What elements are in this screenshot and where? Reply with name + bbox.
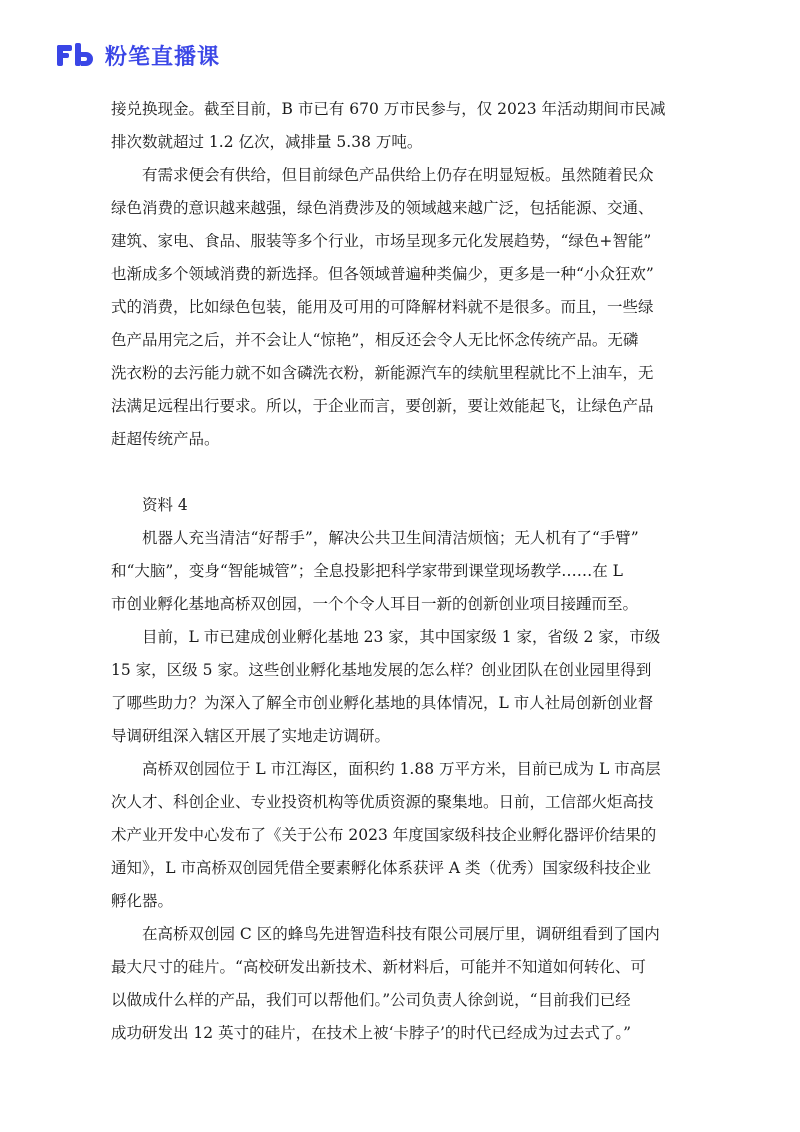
paragraph bbox=[111, 918, 691, 1050]
text-line: 在高桥双创园 C 区的蜂鸟先进智造科技有限公司展厅里，调研组看到了国内 bbox=[142, 925, 660, 943]
text-line: 15 家，区级 5 家。这些创业孵化基地发展的怎么样？创业团队在创业园里得到 bbox=[111, 661, 652, 679]
text-line: 建筑、家电、食品、服装等多个行业，市场呈现多元化发展趋势，“绿色+智能” bbox=[111, 232, 652, 250]
document-body bbox=[111, 93, 691, 1050]
text-line: 术产业开发中心发布了《关于公布 2023 年度国家级科技企业孵化器评价结果的 bbox=[111, 826, 657, 844]
text-line: 洗衣粉的去污能力就不如含磷洗衣粉，新能源汽车的续航里程就比不上油车，无 bbox=[111, 364, 654, 382]
paragraph bbox=[111, 522, 691, 621]
text-line: 色产品用完之后，并不会让人“惊艳”，相反还会令人无比怀念传统产品。无磷 bbox=[111, 331, 639, 349]
text-line: 最大尺寸的硅片。“高校研发出新技术、新材料后，可能并不知道如何转化、可 bbox=[111, 958, 646, 976]
text-line: 资料 4 bbox=[142, 496, 188, 514]
text-line: 法满足远程出行要求。所以，于企业而言，要创新，要让效能起飞，让绿色产品 bbox=[111, 397, 654, 415]
paragraph bbox=[111, 621, 691, 753]
fb-logo-icon bbox=[55, 42, 97, 68]
text-line: 成功研发出 12 英寸的硅片，在技术上被‘卡脖子’的时代已经成为过去式了。” bbox=[111, 1024, 632, 1042]
text-line: 目前，L 市已建成创业孵化基地 23 家，其中国家级 1 家，省级 2 家，市级 bbox=[142, 628, 661, 646]
paragraph bbox=[111, 159, 691, 456]
text-line: 绿色消费的意识越来越强，绿色消费涉及的领域越来越广泛，包括能源、交通、 bbox=[111, 199, 654, 217]
paragraph bbox=[111, 753, 691, 918]
paragraph bbox=[111, 93, 691, 159]
text-line: 有需求便会有供给，但目前绿色产品供给上仍存在明显短板。虽然随着民众 bbox=[142, 166, 654, 184]
text-line: 了哪些助力？为深入了解全市创业孵化基地的具体情况，L 市人社局创新创业督 bbox=[111, 694, 654, 712]
text-line: 赶超传统产品。 bbox=[111, 430, 220, 448]
section-heading bbox=[111, 489, 691, 522]
text-line: 次人才、科创企业、专业投资机构等优质资源的聚集地。日前，工信部火炬高技 bbox=[111, 793, 654, 811]
text-line: 导调研组深入辖区开展了实地走访调研。 bbox=[111, 727, 391, 745]
text-line: 式的消费，比如绿色包装，能用及可用的可降解材料就不是很多。而且，一些绿 bbox=[111, 298, 654, 316]
paragraph-gap bbox=[111, 456, 691, 489]
logo-text: 粉笔直播课 bbox=[105, 44, 221, 70]
text-line: 机器人充当清洁“好帮手”，解决公共卫生间清洁烦恼；无人机有了“手臂” bbox=[142, 529, 639, 547]
text-line: 孵化器。 bbox=[111, 892, 174, 910]
header bbox=[55, 40, 220, 70]
text-line: 通知》，L 市高桥双创园凭借全要素孵化体系获评 A 类（优秀）国家级科技企业 bbox=[111, 859, 652, 877]
text-line: 高桥双创园位于 L 市江海区，面积约 1.88 万平方米，目前已成为 L 市高层 bbox=[142, 760, 661, 778]
text-line: 接兑换现金。截至目前，B 市已有 670 万市民参与，仅 2023 年活动期间市民减 bbox=[111, 100, 666, 118]
text-line: 和“大脑”，变身“智能城管”；全息投影把科学家带到课堂现场教学……在 L bbox=[111, 562, 623, 580]
text-line: 排次数就超过 1.2 亿次，减排量 5.38 万吨。 bbox=[111, 133, 423, 151]
text-line: 以做成什么样的产品，我们可以帮他们。”公司负责人徐剑说，“目前我们已经 bbox=[111, 991, 631, 1009]
text-line: 也渐成多个领域消费的新选择。但各领域普遍种类偏少，更多是一种“小众狂欢” bbox=[111, 265, 654, 283]
text-line: 市创业孵化基地高桥双创园，一个个令人耳目一新的创新创业项目接踵而至。 bbox=[111, 595, 639, 613]
